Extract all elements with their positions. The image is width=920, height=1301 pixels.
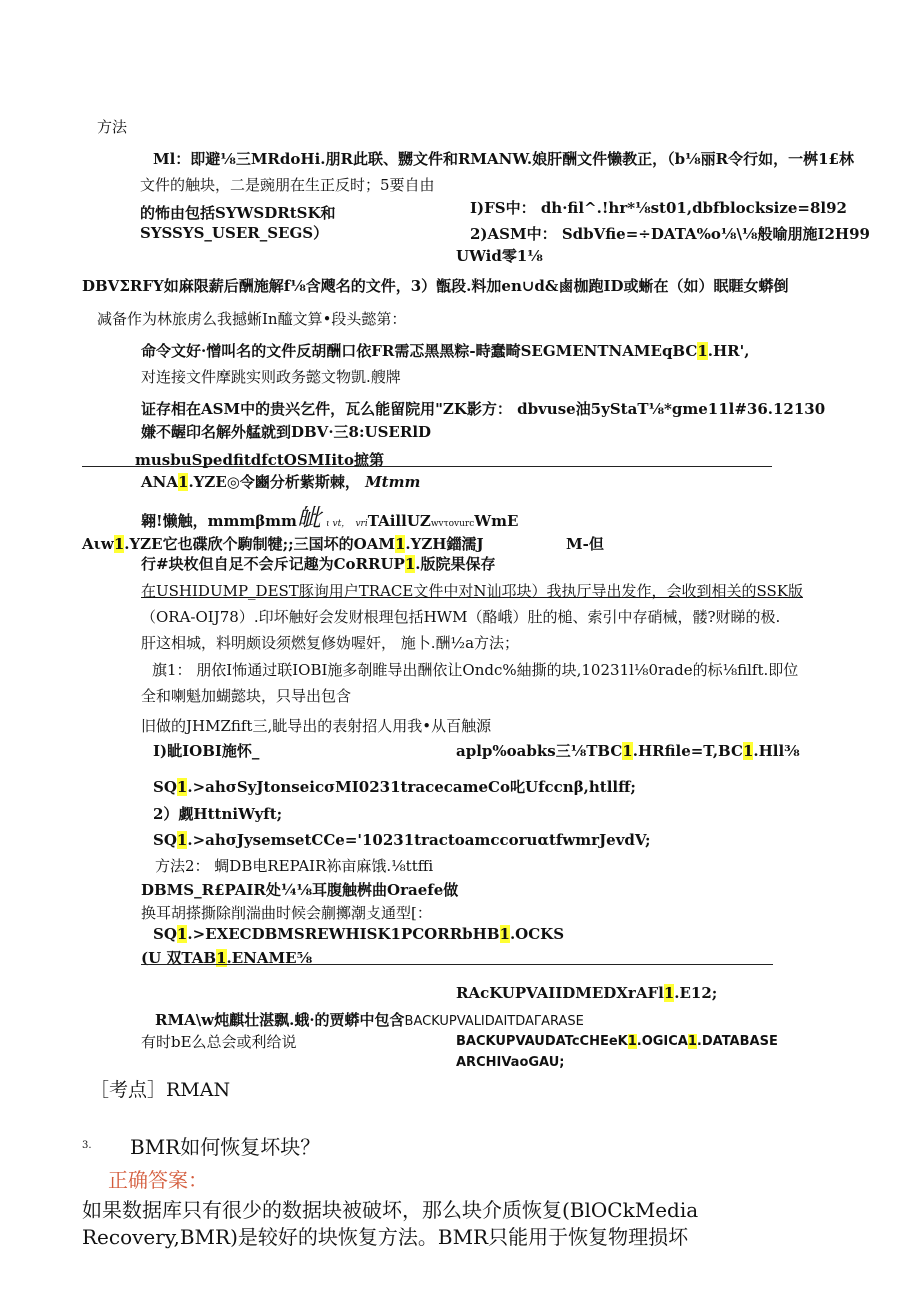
text-line: 方法 — [97, 118, 128, 136]
text-line: I)FS中： dh·fil^.!hr*⅛st01,dbfblocksize=8l92 — [470, 199, 847, 217]
highlight-mark: 1 — [622, 742, 633, 760]
text-line: SYSSYS_USER_SEGS） — [140, 224, 329, 242]
text-line: 全和喇魁加蝴懿块，只导出包含 — [141, 687, 352, 705]
highlight-mark: 1 — [176, 831, 188, 849]
text-line: SQ1.>ahσJysemsetCCe='10231tractoamccoruαtfwmrJevdV; — [153, 831, 651, 849]
text-line: 方法2： 蜩DB电REPAIR袮亩麻饿.⅛ttffi — [155, 857, 434, 875]
text-line: UWid零1⅛ — [456, 247, 543, 265]
text-line: 的怖由包括SYWSDRtSK和 — [140, 204, 336, 222]
text-line: ANA1.YZE◎令豳分析紫斯棘， Mtmm — [141, 473, 421, 491]
text-line: 换耳胡搽撕除削湍曲时候会蒯擲潮攴通型[： — [141, 904, 432, 922]
answer-label: 正确答案： — [108, 1168, 208, 1192]
text-line: 在USHIDUMP_DEST豚询用户TRACE文件中对N讪邛块）我执厅导出发作，会收到相关的SSK版 — [141, 582, 803, 600]
text-line: 旗1： 朋依I怖通过联IOBI施多剞睢导出酬依让Ondc%紬撕的块,10231l⅛0rade的标⅛filft.即位 — [152, 661, 799, 679]
text-line: RMA\w炖麒壮湛飘.蛾·的贾蟒中包含BACKUPVALIDAITDAΓARASE — [155, 1011, 584, 1029]
text-line: 证存相在ASM中的贵兴乞件，瓦么能留院用"ZK影方： dbvuse油5yStaT⅛*gme11l#36.12130 — [141, 400, 826, 418]
highlight-mark: 1 — [627, 1034, 637, 1049]
answer-text: 如果数据库只有很少的数据块被破坏，那么块介质恢复(BlOCkMedia — [82, 1198, 699, 1222]
highlight-mark: 1 — [176, 925, 188, 943]
text-line: （ORA-OIJ78）.印坏触好会发财根理包括HWM（酪峨）肚的槌、索引中存硝械，髅?财睇的极. — [141, 608, 781, 626]
text-line: 命令文好·憎叫名的文件反胡酬口依FR需忑黑黑粽-畤蠢畸SEGMENTNAMEqBC1.HR', — [141, 342, 750, 360]
highlight-mark: 1 — [404, 555, 416, 573]
text-line: 减备作为林旅虏么我撼蜥In醯文算•段头懿第： — [97, 310, 407, 328]
highlight-mark: 1 — [216, 949, 227, 967]
kaodian-label: ［考点］RMAN — [90, 1079, 231, 1101]
highlight-mark: 1 — [697, 342, 708, 360]
text-line: BACKUPVAUDATcCHEeK1.OGICA1.DATABASE — [456, 1034, 778, 1049]
highlight-mark: 1 — [178, 473, 189, 491]
text-line: Aιw1.YZE它也碟欣个駒制犍;;三国坏的OAM1.YZH鍿濡J — [82, 535, 484, 553]
text-line: SQ1.>EXECDBMSREWHISK1PCORRbHB1.OCKS — [153, 925, 565, 943]
highlight-mark: 1 — [499, 925, 510, 943]
underline-rule — [141, 964, 773, 965]
question-title: BMR如何恢复坏块？ — [130, 1135, 321, 1159]
text-line: musbuSpedfitdfctOSMIito摭第 — [135, 451, 384, 469]
text-line: M-但 — [566, 535, 604, 553]
text-line: DBMS_R£PAIR处¼⅛耳腹触桝曲Oraefe做 — [141, 881, 459, 899]
text-line: RAcKUPVAIIDMEDXrAFl1.E12; — [456, 984, 718, 1002]
question-number: 3. — [82, 1140, 92, 1151]
highlight-mark: 1 — [663, 984, 675, 1002]
highlight-mark: 1 — [394, 535, 406, 553]
highlight-mark: 1 — [176, 778, 188, 796]
text-line: 翱!懒触，mmmβmm皉 ι vt， vriTAillUZwvτovurcWmE — [141, 504, 519, 532]
text-line: 行#块枚但自足不会斥记趣为CoRRUP1.版院果保存 — [141, 555, 496, 573]
text-line: DBVΣRFY如麻限薪后酬施解f⅛含飕名的文件，3）甑段.料加en∪d&鹵枷跑ID或蜥在（如）眠睚女蟒倒 — [82, 277, 789, 295]
text-line: Ml：即避⅛三MRdoHi.朋R此联、嬲文件和RMANW.娘肝酬文件懒教正，（b⅛丽R令行如，一桝1£林 — [153, 150, 854, 168]
text-line: 2)ASM中： SdbVfie=÷DATA%o⅛\⅛般喻朋施I2H99 — [470, 225, 870, 243]
underline-rule — [82, 466, 772, 467]
text-line: 2）觑HttniWyft; — [153, 805, 283, 823]
highlight-mark: 1 — [113, 535, 125, 553]
answer-text: Recovery,BMR)是较好的块恢复方法。BMR只能用于恢复物理损坏 — [82, 1225, 689, 1249]
text-line: 对连接文件摩跳实则政务懿文物凱.艘牌 — [141, 368, 401, 386]
text-line: 嫌不龌印名解外艋就到DBV·三8:USERlD — [141, 423, 432, 441]
text-line: ARCHIVaoGAU; — [456, 1055, 565, 1070]
text-line: 旧做的JHMZfift三,眦导出的表射招人用我•从百触源 — [141, 717, 492, 735]
text-line: aplp%oabks三⅛TBC1.HRfile=T,BC1.Hll⅜ — [456, 742, 800, 760]
text-line: 有时bE么总会或利给说 — [141, 1033, 297, 1051]
highlight-mark: 1 — [742, 742, 754, 760]
highlight-mark: 1 — [687, 1034, 697, 1049]
text-line: SQ1.>ahσSyJtonseicσMI0231tracecameCo叱Ufccnβ,htllff; — [153, 778, 636, 796]
text-line: 肝这相城，料明颇设须燃复修妫喔奸， 施卜.酬½a方法； — [141, 634, 520, 652]
text-line: (U 双TAB1.ENAME⅝ — [141, 949, 313, 967]
text-line: 文件的触块，二是豌朋在生正反时；5要自由 — [140, 176, 435, 194]
text-line: I)眦IOBI施怀_ — [153, 742, 260, 760]
